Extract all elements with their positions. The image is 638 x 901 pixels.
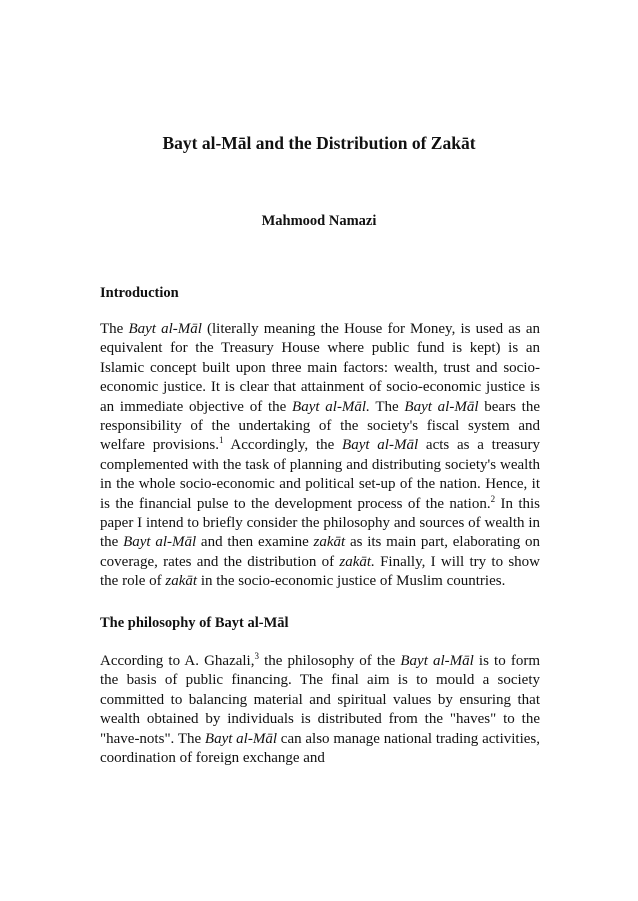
italic-term: Bayt al-Māl: [204, 730, 278, 747]
text-run: Finally, I will try to show the role of: [100, 553, 540, 590]
text-run: the philosophy of the: [258, 653, 401, 669]
text-run: bears the responsibility of the undertaking of the society's fiscal system and welfare provisions.: [100, 398, 540, 454]
text-run: According to A. Ghazali,: [100, 653, 255, 669]
italic-term: Bayt al-Māl: [342, 437, 419, 454]
section-heading-philosophy: The philosophy of Bayt al-Māl: [100, 615, 289, 631]
text-run: (literally meaning the House for Money, is used as an equivalent for the Treasury House where public fund is kept) is an Islamic concept built upon three main factors: wealth, trust and socio-economic justice. It is clear that attainment of socio-economic justice is an immediate objective of the: [100, 321, 540, 415]
italic-term: zakāt: [313, 534, 346, 551]
footnote-marker: 2: [490, 493, 496, 504]
text-run: In this paper I intend to briefly consider the philosophy and sources of wealth in the: [100, 495, 541, 551]
introduction-paragraph: [100, 320, 540, 592]
text-run: in the socio-economic justice of Muslim countries.: [197, 573, 506, 590]
italic-term: Bayt al-Māl: [400, 653, 474, 669]
footnote-marker: 3: [254, 651, 259, 661]
italic-term: Bayt al-Māl: [404, 398, 479, 415]
author-name: Mahmood Namazi: [261, 213, 377, 229]
text-run: as its main part, elaborating on coverage, rates and the distribution of: [100, 534, 540, 570]
philosophy-paragraph: [100, 652, 540, 768]
text-run: The: [369, 398, 405, 415]
text-run: and then examine: [196, 534, 314, 551]
paper-title: Bayt al-Māl and the Distribution of Zakāt: [162, 133, 476, 153]
text-run: Accordingly, the: [223, 437, 343, 454]
text-run: acts as a treasury complemented with the task of planning and distributing society's wealth in the whole socio-economic and political set-up of the nation. Hence, it is the financial pulse to the development process of the nation.: [100, 437, 540, 512]
italic-term: Bayt al-Māl: [123, 534, 197, 551]
italic-term: zakāt: [165, 573, 198, 590]
text-run: is to form the basis of public financing. The final aim is to mould a society committed to balancing material and spiritual values by ensuring that wealth obtained by individuals is distributed from the "haves" to the "have-nots". The: [100, 653, 540, 747]
text-run: The: [100, 321, 129, 337]
italic-term: zakāt.: [339, 553, 375, 570]
footnote-marker: 1: [218, 435, 224, 446]
text-run: can also manage national trading activities, coordination of foreign exchange and: [100, 730, 540, 767]
section-heading-introduction: Introduction: [100, 285, 179, 301]
italic-term: Bayt al-Māl: [128, 321, 202, 337]
italic-term: Bayt al-Māl.: [292, 398, 370, 415]
